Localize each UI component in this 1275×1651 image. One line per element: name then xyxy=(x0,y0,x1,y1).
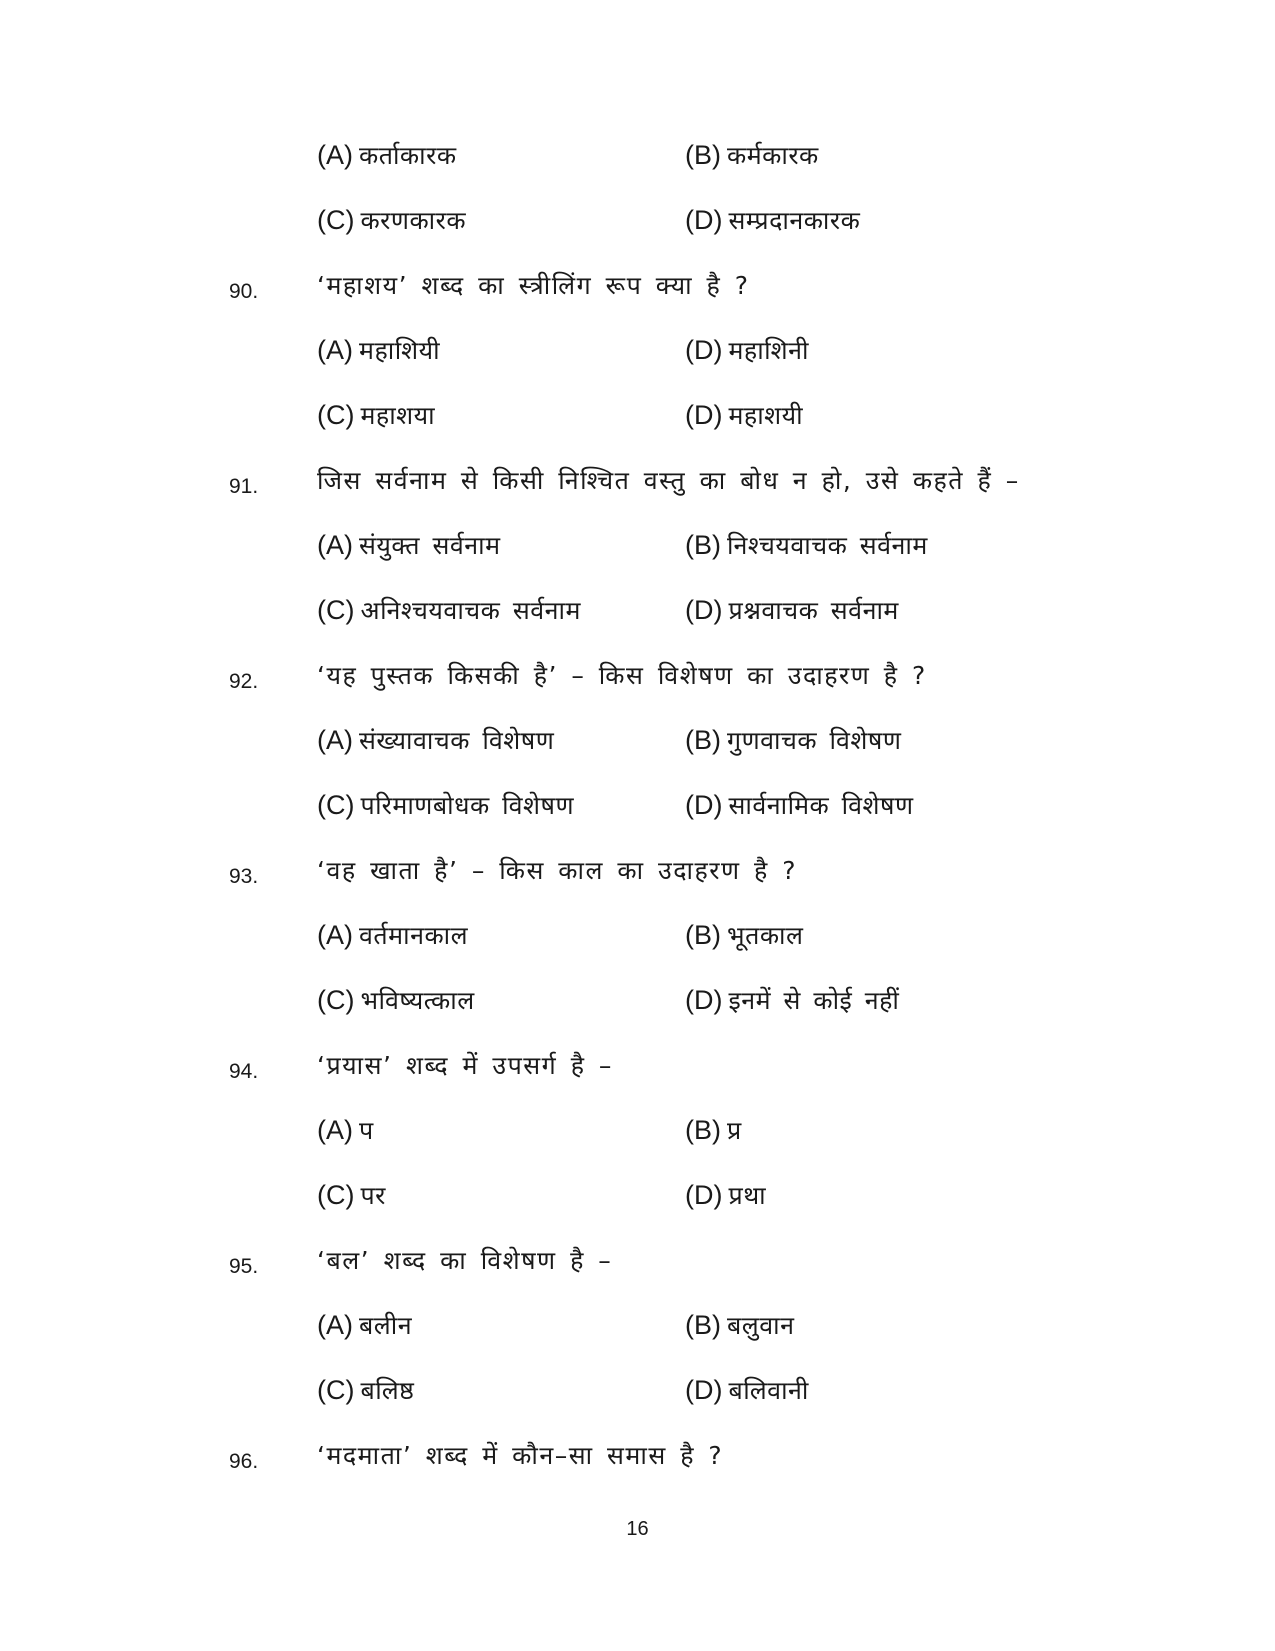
option-item xyxy=(685,528,928,562)
option-item xyxy=(317,333,440,367)
option-label: (A) xyxy=(317,725,353,755)
option-item xyxy=(685,1308,794,1342)
option-item xyxy=(317,788,574,822)
option-item xyxy=(685,333,809,367)
option-row xyxy=(0,918,1275,958)
option-row xyxy=(0,983,1275,1023)
question-row xyxy=(0,463,1275,503)
question-text: ‘मदमाता’ शब्द में कौन–सा समास है ? xyxy=(317,1441,724,1470)
option-item xyxy=(685,1113,742,1147)
page-number: 16 xyxy=(626,1518,649,1540)
option-text: परिमाणबोधक विशेषण xyxy=(360,791,575,820)
option-label: (A) xyxy=(317,1310,353,1340)
option-row xyxy=(0,1308,1275,1348)
option-text: इनमें से कोई नहीं xyxy=(728,986,900,1015)
option-label: (C) xyxy=(317,595,355,625)
question-row xyxy=(0,268,1275,308)
question-text: ‘वह खाता है’ – किस काल का उदाहरण है ? xyxy=(317,856,797,885)
option-label: (D) xyxy=(685,400,723,430)
option-label: (C) xyxy=(317,790,355,820)
option-item xyxy=(317,1308,412,1342)
question-text: ‘महाशय’ शब्द का स्त्रीलिंग रूप क्या है ? xyxy=(317,271,750,300)
option-item xyxy=(685,398,803,432)
option-text: सम्प्रदानकारक xyxy=(728,206,861,235)
option-item xyxy=(685,203,860,237)
option-text: बलिष्ठ xyxy=(360,1376,415,1405)
option-label: (B) xyxy=(685,1310,721,1340)
option-item xyxy=(317,138,457,172)
question-number: 92. xyxy=(229,670,259,693)
option-label: (C) xyxy=(317,1180,355,1210)
option-label: (D) xyxy=(685,985,723,1015)
option-item xyxy=(317,1113,374,1147)
option-text: महाशियी xyxy=(359,336,441,365)
option-text: प्रश्नवाचक सर्वनाम xyxy=(728,596,899,625)
option-label: (B) xyxy=(685,1115,721,1145)
option-label: (D) xyxy=(685,335,723,365)
option-text: अनिश्चयवाचक सर्वनाम xyxy=(360,596,581,625)
option-row xyxy=(0,138,1275,178)
option-row xyxy=(0,1178,1275,1218)
option-label: (C) xyxy=(317,400,355,430)
question-row xyxy=(0,853,1275,893)
option-label: (C) xyxy=(317,1375,355,1405)
option-text: वर्तमानकाल xyxy=(359,921,469,950)
option-text: कर्ताकारक xyxy=(359,141,457,170)
option-row xyxy=(0,788,1275,828)
option-item xyxy=(685,918,803,952)
option-label: (D) xyxy=(685,790,723,820)
option-item xyxy=(685,983,899,1017)
option-text: महाशिनी xyxy=(728,336,810,365)
option-label: (C) xyxy=(317,985,355,1015)
option-text: महाशया xyxy=(360,401,436,430)
option-text: प्रथा xyxy=(728,1181,767,1210)
question-text: जिस सर्वनाम से किसी निश्चित वस्तु का बोध न हो, उसे कहते हैं – xyxy=(317,466,1020,495)
option-label: (B) xyxy=(685,530,721,560)
option-text: भविष्यत्काल xyxy=(360,986,475,1015)
question-number: 93. xyxy=(229,865,259,888)
question-row xyxy=(0,1048,1275,1088)
option-text: प xyxy=(359,1116,374,1145)
option-item xyxy=(317,983,475,1017)
option-text: बलिवानी xyxy=(728,1376,809,1405)
option-text: कर्मकारक xyxy=(727,141,819,170)
option-row xyxy=(0,1113,1275,1153)
option-text: बलुवान xyxy=(727,1311,795,1340)
option-item xyxy=(317,593,581,627)
question-row xyxy=(0,1243,1275,1283)
question-number: 96. xyxy=(229,1450,259,1473)
option-label: (B) xyxy=(685,920,721,950)
option-item xyxy=(685,788,914,822)
question-number: 90. xyxy=(229,280,259,303)
option-label: (D) xyxy=(685,205,723,235)
option-label: (D) xyxy=(685,1180,723,1210)
option-text: महाशयी xyxy=(728,401,804,430)
option-item xyxy=(685,1373,809,1407)
option-label: (A) xyxy=(317,1115,353,1145)
option-label: (A) xyxy=(317,140,353,170)
option-item xyxy=(317,398,435,432)
option-label: (A) xyxy=(317,920,353,950)
option-row xyxy=(0,333,1275,373)
option-label: (C) xyxy=(317,205,355,235)
option-text: भूतकाल xyxy=(727,921,804,950)
option-label: (B) xyxy=(685,140,721,170)
option-item xyxy=(317,1178,386,1212)
option-text: सार्वनामिक विशेषण xyxy=(728,791,914,820)
option-item xyxy=(685,1178,766,1212)
option-text: संख्यावाचक विशेषण xyxy=(359,726,555,755)
option-item xyxy=(317,528,501,562)
option-item xyxy=(317,203,466,237)
option-row xyxy=(0,398,1275,438)
option-label: (D) xyxy=(685,1375,723,1405)
question-text: ‘बल’ शब्द का विशेषण है – xyxy=(317,1246,613,1275)
option-text: गुणवाचक विशेषण xyxy=(727,726,902,755)
option-row xyxy=(0,593,1275,633)
option-label: (D) xyxy=(685,595,723,625)
option-label: (A) xyxy=(317,530,353,560)
option-text: संयुक्त सर्वनाम xyxy=(359,531,501,560)
option-item xyxy=(317,1373,414,1407)
question-text: ‘यह पुस्तक किसकी है’ – किस विशेषण का उदाहरण है ? xyxy=(317,661,927,690)
option-text: करणकारक xyxy=(360,206,467,235)
question-number: 95. xyxy=(229,1255,259,1278)
option-label: (B) xyxy=(685,725,721,755)
option-row xyxy=(0,723,1275,763)
option-text: निश्चयवाचक सर्वनाम xyxy=(727,531,928,560)
question-number: 91. xyxy=(229,475,259,498)
question-row xyxy=(0,1438,1275,1478)
option-label: (A) xyxy=(317,335,353,365)
option-row xyxy=(0,528,1275,568)
option-text: प्र xyxy=(727,1116,742,1145)
question-text: ‘प्रयास’ शब्द में उपसर्ग है – xyxy=(317,1051,613,1080)
option-item xyxy=(685,593,899,627)
option-item xyxy=(317,918,468,952)
option-text: पर xyxy=(360,1181,386,1210)
option-row xyxy=(0,203,1275,243)
option-row xyxy=(0,1373,1275,1413)
option-item xyxy=(685,723,901,757)
option-item xyxy=(685,138,819,172)
option-text: बलीन xyxy=(359,1311,413,1340)
question-row xyxy=(0,658,1275,698)
question-number: 94. xyxy=(229,1060,259,1083)
option-item xyxy=(317,723,554,757)
